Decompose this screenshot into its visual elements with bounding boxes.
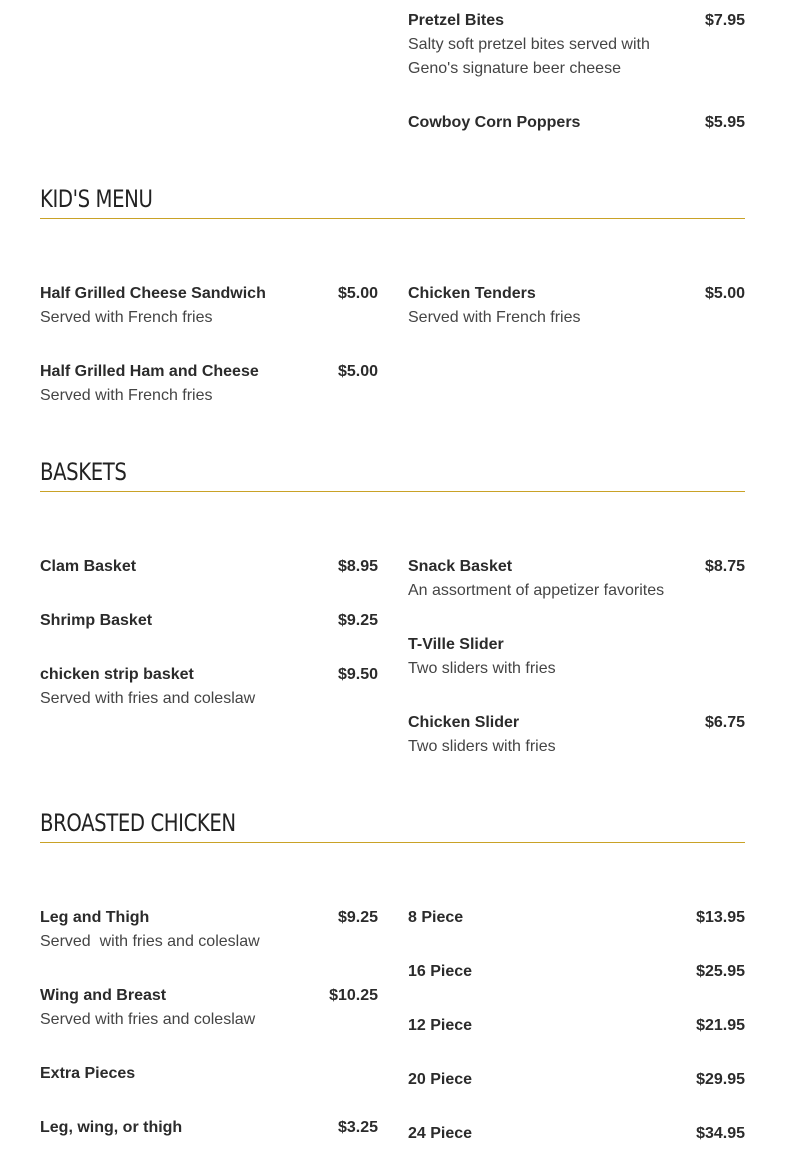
item-price: $25.95 [696,963,745,980]
menu-item [40,1116,378,1140]
menu-item [408,555,745,603]
item-price: $3.25 [337,1119,378,1136]
menu-item [40,555,378,579]
item-description: Served with French fries [40,387,213,404]
item-name: Chicken Slider [408,714,520,731]
item-description: Two sliders with fries [408,738,556,755]
section-title-broasted-chicken: BROASTED CHICKEN [40,807,745,843]
menu-item [408,9,745,81]
item-description: Served with fries and coleslaw [40,690,256,707]
section-title-kids-menu: KID'S MENU [40,183,745,219]
item-name: 24 Piece [408,1125,473,1142]
item-price: $13.95 [696,909,745,926]
item-price: $29.95 [696,1071,745,1088]
item-name: Pretzel Bites [408,12,505,29]
item-name: Cowboy Corn Poppers [408,114,581,131]
menu-item [40,906,378,954]
item-price: $9.50 [337,666,378,683]
item-name: 16 Piece [408,963,473,980]
item-price: $7.95 [704,12,745,29]
item-price: $10.25 [329,987,378,1004]
menu-item [408,906,745,930]
menu-item [40,609,378,633]
item-price: $8.95 [337,558,378,575]
item-description: Served with fries and coleslaw [40,1011,256,1028]
menu-item [40,984,378,1032]
item-description: Served with French fries [408,309,581,326]
item-name: Clam Basket [40,558,137,575]
menu-item [408,111,745,135]
item-price: $9.25 [337,612,378,629]
item-name: Wing and Breast [40,987,167,1004]
item-description: Served with French fries [40,309,213,326]
item-price: $34.95 [696,1125,745,1142]
item-description: An assortment of appetizer favorites [408,582,665,599]
item-price: $8.75 [704,558,745,575]
item-price: $6.75 [704,714,745,731]
section-title-baskets: BASKETS [40,456,745,492]
item-name: Chicken Tenders [408,285,536,302]
item-description: Salty soft pretzel bites served with Geno's signature beer cheese [408,36,650,77]
item-price: $9.25 [337,909,378,926]
menu-item [40,663,378,711]
item-price: $5.00 [704,285,745,302]
item-name: Half Grilled Cheese Sandwich [40,285,266,302]
item-price: $5.00 [337,285,378,302]
item-name: Leg, wing, or thigh [40,1119,183,1136]
item-price: $21.95 [696,1017,745,1034]
item-name: 20 Piece [408,1071,473,1088]
menu-item [408,960,745,984]
menu-item [408,282,745,330]
item-description: Served with fries and coleslaw [40,933,260,950]
item-price: $5.00 [337,363,378,380]
item-name: Shrimp Basket [40,612,153,629]
menu-item [408,1068,745,1092]
item-price: $5.95 [704,114,745,131]
item-description: Two sliders with fries [408,660,556,677]
menu-item [408,1122,745,1146]
menu-item [408,1014,745,1038]
item-name: Half Grilled Ham and Cheese [40,363,259,380]
item-name: Leg and Thigh [40,909,150,926]
item-name: T-Ville Slider [408,636,504,653]
item-name: Snack Basket [408,558,513,575]
item-name: 12 Piece [408,1017,473,1034]
item-name: Extra Pieces [40,1065,136,1082]
item-name: chicken strip basket [40,666,194,683]
menu-item [40,1062,378,1086]
menu-item [408,711,745,759]
menu-item [40,282,378,330]
item-name: 8 Piece [408,909,464,926]
menu-item [40,360,378,408]
menu-item [408,633,745,681]
